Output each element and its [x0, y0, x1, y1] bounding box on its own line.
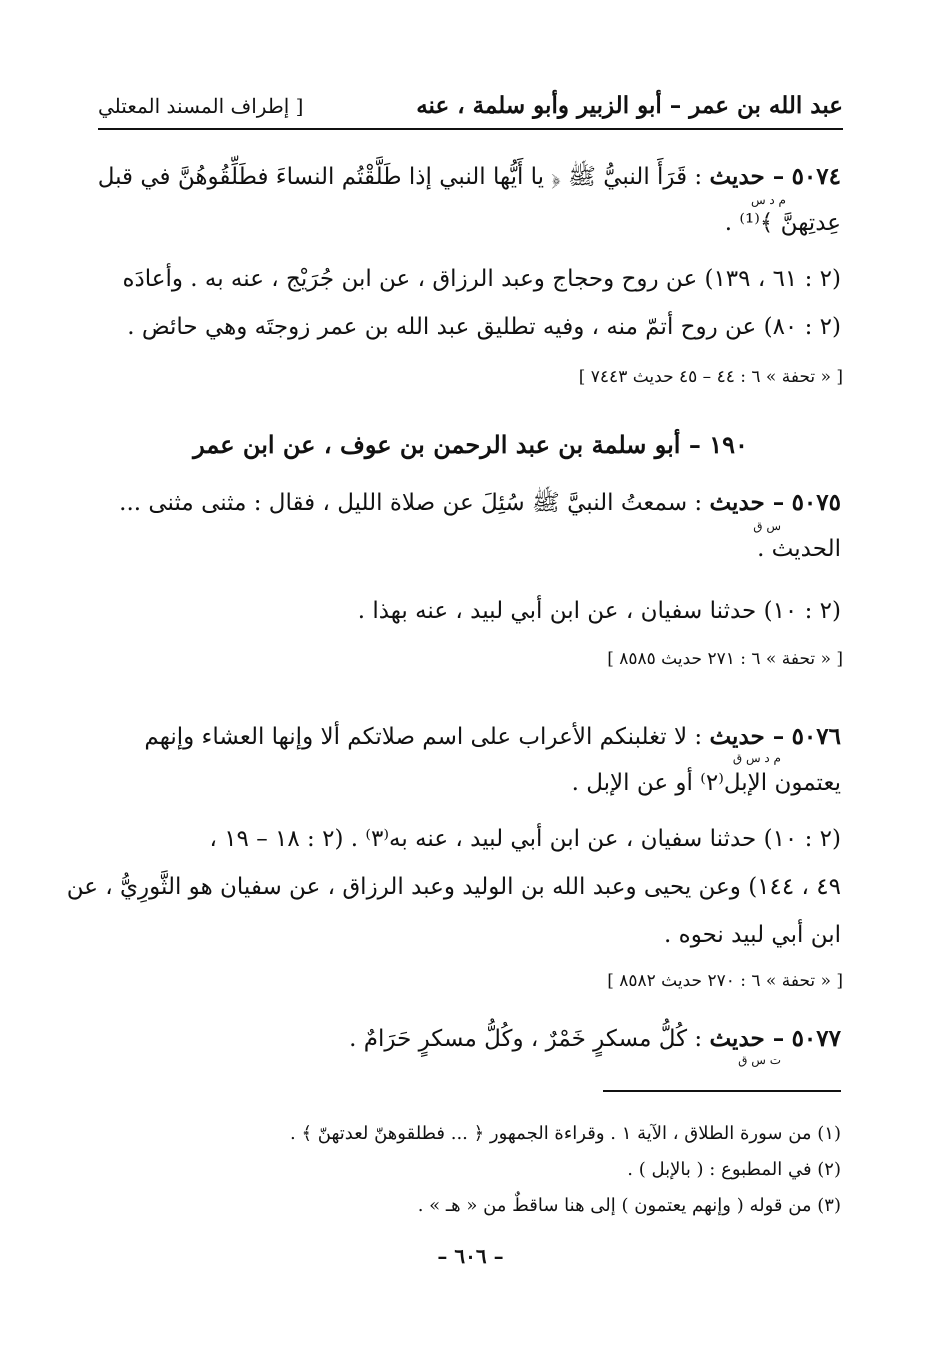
entry-5074-isnad-2: (٢ : ٨٠) عن روح أتمّ منه ، وفيه تطليق عبد الله بن عمر زوجتَه وهي حائض . [127, 314, 841, 340]
entry-5076-sigla: م د س ق [732, 751, 781, 765]
entry-number: ٥٠٧٤ [791, 163, 841, 190]
running-head-book: [ إطراف المسند المعتلي [98, 94, 304, 118]
entry-number: ٥٠٧٧ [791, 1025, 841, 1052]
entry-5075-tuhfa: [ « تحفة » ٦ : ٢٧١ حديث ٨٥٨٥ ] [607, 649, 843, 669]
entry-text: : لا تغلبنكم الأعراب على اسم صلاتكم ألا وإنها العشاء وإنهم [144, 724, 703, 750]
entry-5074-isnad-1: (٢ : ٦١ ، ١٣٩) عن روح وحجاج وعبد الرزاق ، عن ابن جُرَيْج ، عنه به . وأعادَه [122, 266, 841, 292]
entry-5074-sigla: م د س [750, 193, 786, 207]
entry-5074-tuhfa: [ « تحفة » ٦ : ٤٤ – ٤٥ حديث ٧٤٤٣ ] [578, 367, 843, 387]
hadith-label: حديث [709, 163, 765, 190]
entry-5075-sigla: س ق [753, 519, 781, 533]
entry-5077-line-1: ٥٠٧٧ – حديث : كُلُّ مسكرٍ خَمْرٌ ، وكُلُّ مسكرٍ حَرَامٌ . [349, 1025, 841, 1052]
entry-5076-isnad-2: ٤٩ ، ١٤٤) وعن يحيى وعبد الله بن الوليد وعبد الرزاق ، عن سفيان هو الثَّورِيُّ ، عن [66, 874, 841, 900]
entry-5075-isnad-1: (٢ : ١٠) حدثنا سفيان ، عن ابن أبي لبيد ، عنه بهذا . [357, 598, 841, 624]
entry-5076-isnad-3: ابن أبي لبيد نحوه . [664, 922, 841, 948]
entry-number: ٥٠٧٥ [791, 489, 841, 516]
entry-5075-line-1: ٥٠٧٥ – حديث : سمعتُ النبيَّ ﷺ سُئِلَ عن صلاة الليل ، فقال : مثنى مثنى ... [119, 489, 841, 516]
entry-5076-line-2: يعتمون الإبل⁽٢⁾ أو عن الإبل . [571, 770, 841, 796]
page-number: – ٦٠٦ – [437, 1244, 504, 1268]
footnote-rule [603, 1090, 841, 1092]
entry-number: ٥٠٧٦ [791, 723, 841, 750]
footnote-3: (٣) من قوله ( وإنهم يعتمون ) إلى هنا ساقطٌ من « هـ » . [417, 1195, 841, 1216]
header-rule [98, 128, 843, 130]
entry-5077-sigla: ت س ق [738, 1053, 781, 1067]
footnote-1: (١) من سورة الطلاق ، الآية ١ . وقراءة الجمهور ﴿ ... فطلقوهنّ لعدتهنّ ﴾ . [290, 1123, 841, 1144]
entry-5075-line-2: الحديث . [757, 536, 841, 562]
entry-text: : قَرَأَ النبيُّ ﷺ ﴿ يا أَيُّها النبي إذا طَلَّقْتُم النساءَ فطَلِّقُوهُنَّ في قبل [97, 164, 703, 190]
hadith-label: حديث [709, 723, 765, 750]
entry-text: : سمعتُ النبيَّ ﷺ سُئِلَ عن صلاة الليل ، فقال : مثنى مثنى ... [119, 490, 703, 516]
entry-5074-line-1: ٥٠٧٤ – حديث : قَرَأَ النبيُّ ﷺ ﴿ يا أَيُّها النبي إذا طَلَّقْتُم النساءَ فطَلِّقُوهُنَّ في قبل [97, 163, 841, 190]
entry-5076-isnad-1: (٢ : ١٠) حدثنا سفيان ، عن ابن أبي لبيد ، عنه به⁽٣⁾ . (٢ : ١٨ – ١٩ ، [209, 826, 841, 852]
section-title: ١٩٠ – أبو سلمة بن عبد الرحمن بن عوف ، عن ابن عمر [193, 430, 748, 459]
entry-5076-tuhfa: [ « تحفة » ٦ : ٢٧٠ حديث ٨٥٨٢ ] [607, 971, 843, 991]
footnote-2: (٢) في المطبوع : ( بالإبل ) . [627, 1159, 841, 1180]
entry-5076-line-1: ٥٠٧٦ – حديث : لا تغلبنكم الأعراب على اسم صلاتكم ألا وإنها العشاء وإنهم [144, 723, 841, 750]
hadith-label: حديث [709, 1025, 765, 1052]
running-head-title: عبد الله بن عمر – أبو الزبير وأبو سلمة ، عنه [416, 92, 843, 119]
entry-text: : كُلُّ مسكرٍ خَمْرٌ ، وكُلُّ مسكرٍ حَرَامٌ . [349, 1026, 703, 1052]
entry-5074-line-2: عِدتِهنَّ ﴾⁽¹⁾ . [724, 210, 841, 236]
hadith-label: حديث [709, 489, 765, 516]
